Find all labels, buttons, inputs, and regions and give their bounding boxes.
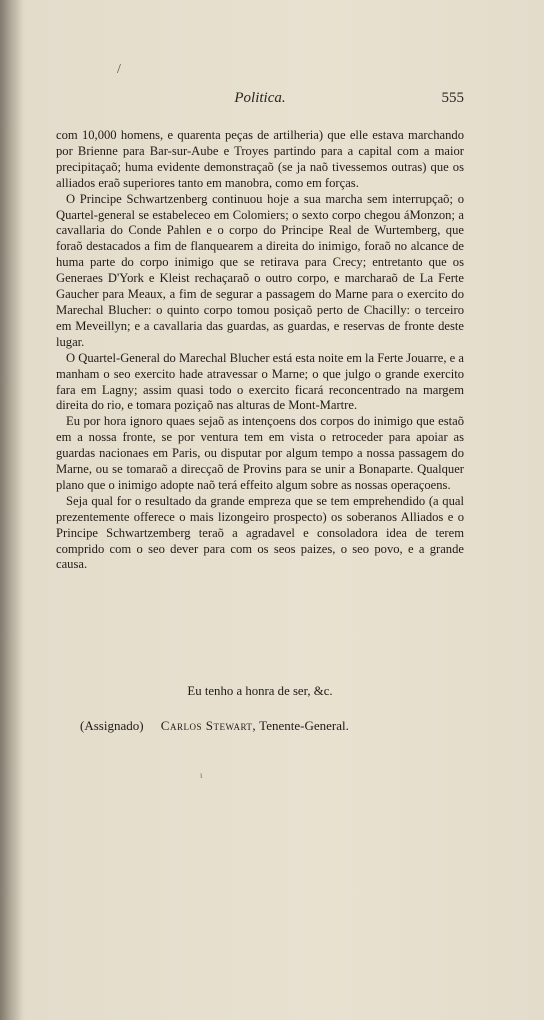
paragraph: O Quartel-General do Marechal Blucher está esta noite em la Ferte Jouarre, e a manham o seo exercito hade atravessar o Marne; o que julgo o grande exercito fara em Lagny; assim quasi todo o exercito ficará reconcentrado na margem direita do rio, e tomara poziçaõ nas alturas de Mont-Martre. — [56, 350, 464, 413]
paper-speck: ι — [200, 770, 203, 780]
paragraph: Seja qual for o resultado da grande empreza que se tem emprehendido (a qual prezentemente offerece o mais lizongeiro prospecto) os soberanos Alliados e o Principe Schwartzemberg teraõ a agradavel e consoladora idea de terem comprido com o seo dever para com os seos paizes, o seo povo, e a grande causa. — [56, 493, 464, 572]
signature-line — [80, 718, 464, 734]
paragraph: com 10,000 homens, e quarenta peças de artilheria) que elle estava marchando por Brienne para Bar-sur-Aube e Troyes partindo para a capital com a maior precipitaçaõ; huma evidente demonstraçaõ (se ja naõ tivessemos outras) que os alliados eraõ superiores tanto em manobra, como em forças. — [56, 128, 464, 190]
signature-label: (Assignado) — [80, 718, 144, 733]
body-text — [56, 128, 464, 573]
paragraph: O Principe Schwartzenberg continuou hoje a sua marcha sem interrupçaõ; o Quartel-general se estabeleceo em Colomiers; o sexto corpo chegou áMonzon; a cavallaria do Conde Pahlen e o corpo do Principe Real de Wurtemberg, que foraõ destacados a fim de flanquearem a direita do inimigo, foraõ no alcance de huma parte do corpo inimigo que se retirava para Crecy; entretanto que os Generaes D'York e Kleist rechaçaraõ o outro corpo, e marcharaõ de La Ferte Gaucher para Meaux, a fim de segurar a passagem do Marne para o exercito do Marechal Blucher: o quinto corpo tomou posiçaõ perto de Chacilly: o terceiro em Meveillyn; e a cavallaria das guardas, as guardas, e reservas de fronte deste lugar. — [56, 191, 464, 349]
margin-mark: / — [117, 62, 121, 77]
running-head — [56, 90, 464, 112]
paragraph: Eu por hora ignoro quaes sejaõ as intençoens dos corpos do inimigo que estaõ em a nossa fronte, se por ventura tem em vista o retroceder para apoiar as guardas nacionaes em Paris, ou disputar por algum tempo a nossa passagem do Marne, ou se tomaraõ a direcçaõ de Provins para se unir a Bonaparte. Qualquer plano que o inimigo adopte naõ terá effeito algum sobre as nossas operaçoens. — [56, 414, 464, 492]
gutter-shadow — [0, 0, 22, 1020]
running-head-title: Politica. — [234, 90, 286, 106]
signatory-title: Tenente-General. — [259, 718, 349, 733]
page-number: 555 — [441, 90, 464, 106]
signatory-name: Carlos Stewart, — [160, 718, 257, 733]
closing-line: Eu tenho a honra de ser, &c. — [187, 684, 333, 698]
